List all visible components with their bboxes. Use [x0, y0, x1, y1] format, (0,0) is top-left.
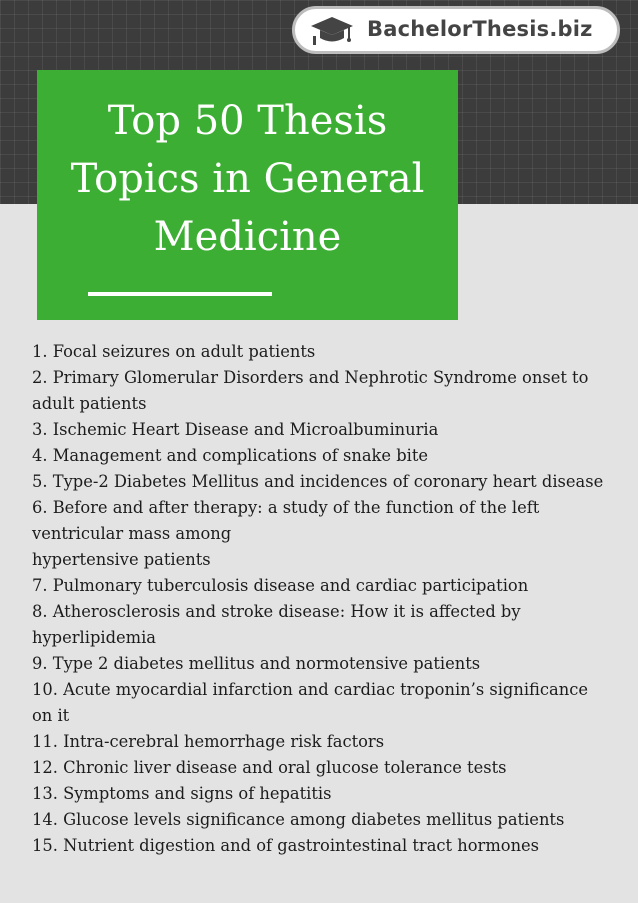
list-item: 13. Symptoms and signs of hepatitis [32, 784, 332, 803]
list-item: 12. Chronic liver disease and oral glucose tolerance tests [32, 758, 507, 777]
brand-logo[interactable] [292, 6, 620, 54]
title-line-1: Top 50 Thesis [107, 98, 388, 144]
topic-list [32, 339, 612, 859]
list-item: 2. Primary Glomerular Disorders and Nephrotic Syndrome onset to adult patients [32, 368, 589, 413]
graduation-cap-icon [309, 15, 355, 47]
list-item: 11. Intra-cerebral hemorrhage risk factors [32, 732, 385, 751]
list-item: 1. Focal seizures on adult patients [32, 342, 316, 361]
list-item: 4. Management and complications of snake bite [32, 446, 429, 465]
page-title [37, 92, 458, 266]
title-line-2: Topics in General [70, 156, 425, 202]
list-item: 5. Type-2 Diabetes Mellitus and incidences of coronary heart disease [32, 472, 604, 491]
list-item: 8. Atherosclerosis and stroke disease: How it is affected by hyperlipidemia [32, 602, 521, 647]
list-item: 7. Pulmonary tuberculosis disease and cardiac participation [32, 576, 529, 595]
title-underline [88, 292, 272, 296]
title-line-3: Medicine [153, 214, 342, 260]
title-card [37, 70, 458, 320]
list-item: 3. Ischemic Heart Disease and Microalbuminuria [32, 420, 439, 439]
list-item: hypertensive patients [32, 550, 211, 569]
brand-name: BachelorThesis.biz [367, 17, 593, 41]
list-item: 9. Type 2 diabetes mellitus and normotensive patients [32, 654, 481, 673]
list-item: 10. Acute myocardial infarction and cardiac troponin’s significance on it [32, 680, 588, 725]
list-item: 6. Before and after therapy: a study of the function of the left ventricular mass among [32, 498, 540, 543]
list-item: 14. Glucose levels significance among diabetes mellitus patients [32, 810, 565, 829]
list-item: 15. Nutrient digestion and of gastrointestinal tract hormones [32, 836, 540, 855]
